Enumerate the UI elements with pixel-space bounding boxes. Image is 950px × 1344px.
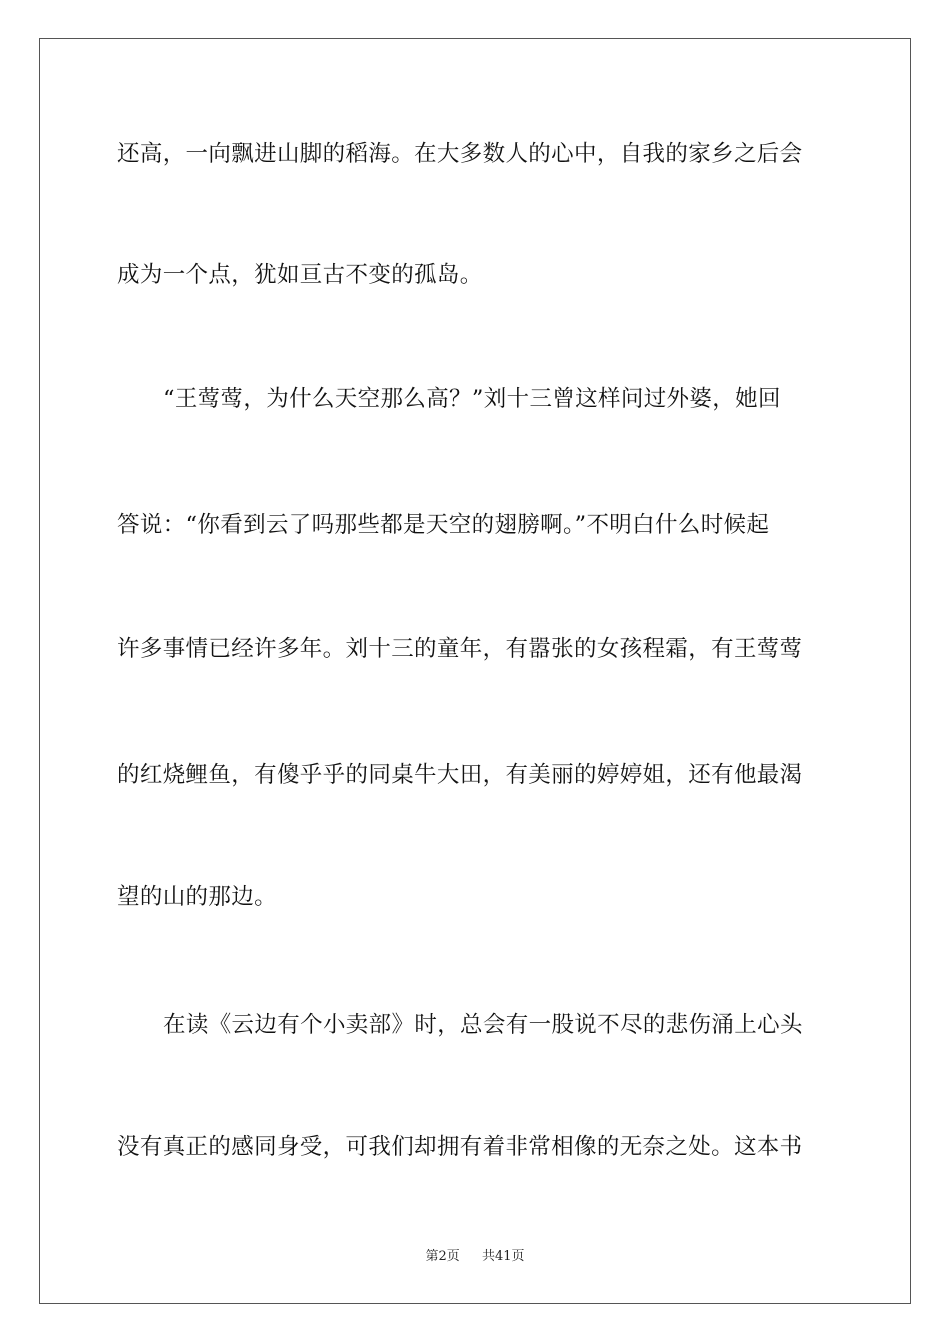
text-line-7: 望的山的那边。 (117, 884, 277, 910)
text-line-9: 没有真正的感同身受，可我们却拥有着非常相像的无奈之处。这本书 (117, 1134, 803, 1160)
text-line-3: “王莺莺，为什么天空那么高？”刘十三曾这样问过外婆，她回 (163, 386, 781, 412)
text-line-5: 许多事情已经许多年。刘十三的童年，有嚣张的女孩程霜，有王莺莺 (117, 636, 803, 662)
text-line-6: 的红烧鲤鱼，有傻乎乎的同桌牛大田，有美丽的婷婷姐，还有他最渴 (117, 762, 803, 788)
total-pages: 共41页 (482, 1249, 525, 1264)
text-line-4: 答说：“你看到云了吗那些都是天空的翅膀啊。”不明白什么时候起 (117, 512, 770, 538)
text-line-1: 还高，一向飘进山脚的稻海。在大多数人的心中，自我的家乡之后会 (117, 141, 803, 167)
text-line-8: 在读《云边有个小卖部》时，总会有一股说不尽的悲伤涌上心头 (163, 1012, 803, 1038)
page-number: 第2页 (425, 1249, 460, 1264)
page-border (39, 38, 911, 1304)
page-footer (0, 1248, 950, 1266)
text-line-2: 成为一个点，犹如亘古不变的孤岛。 (117, 262, 483, 288)
